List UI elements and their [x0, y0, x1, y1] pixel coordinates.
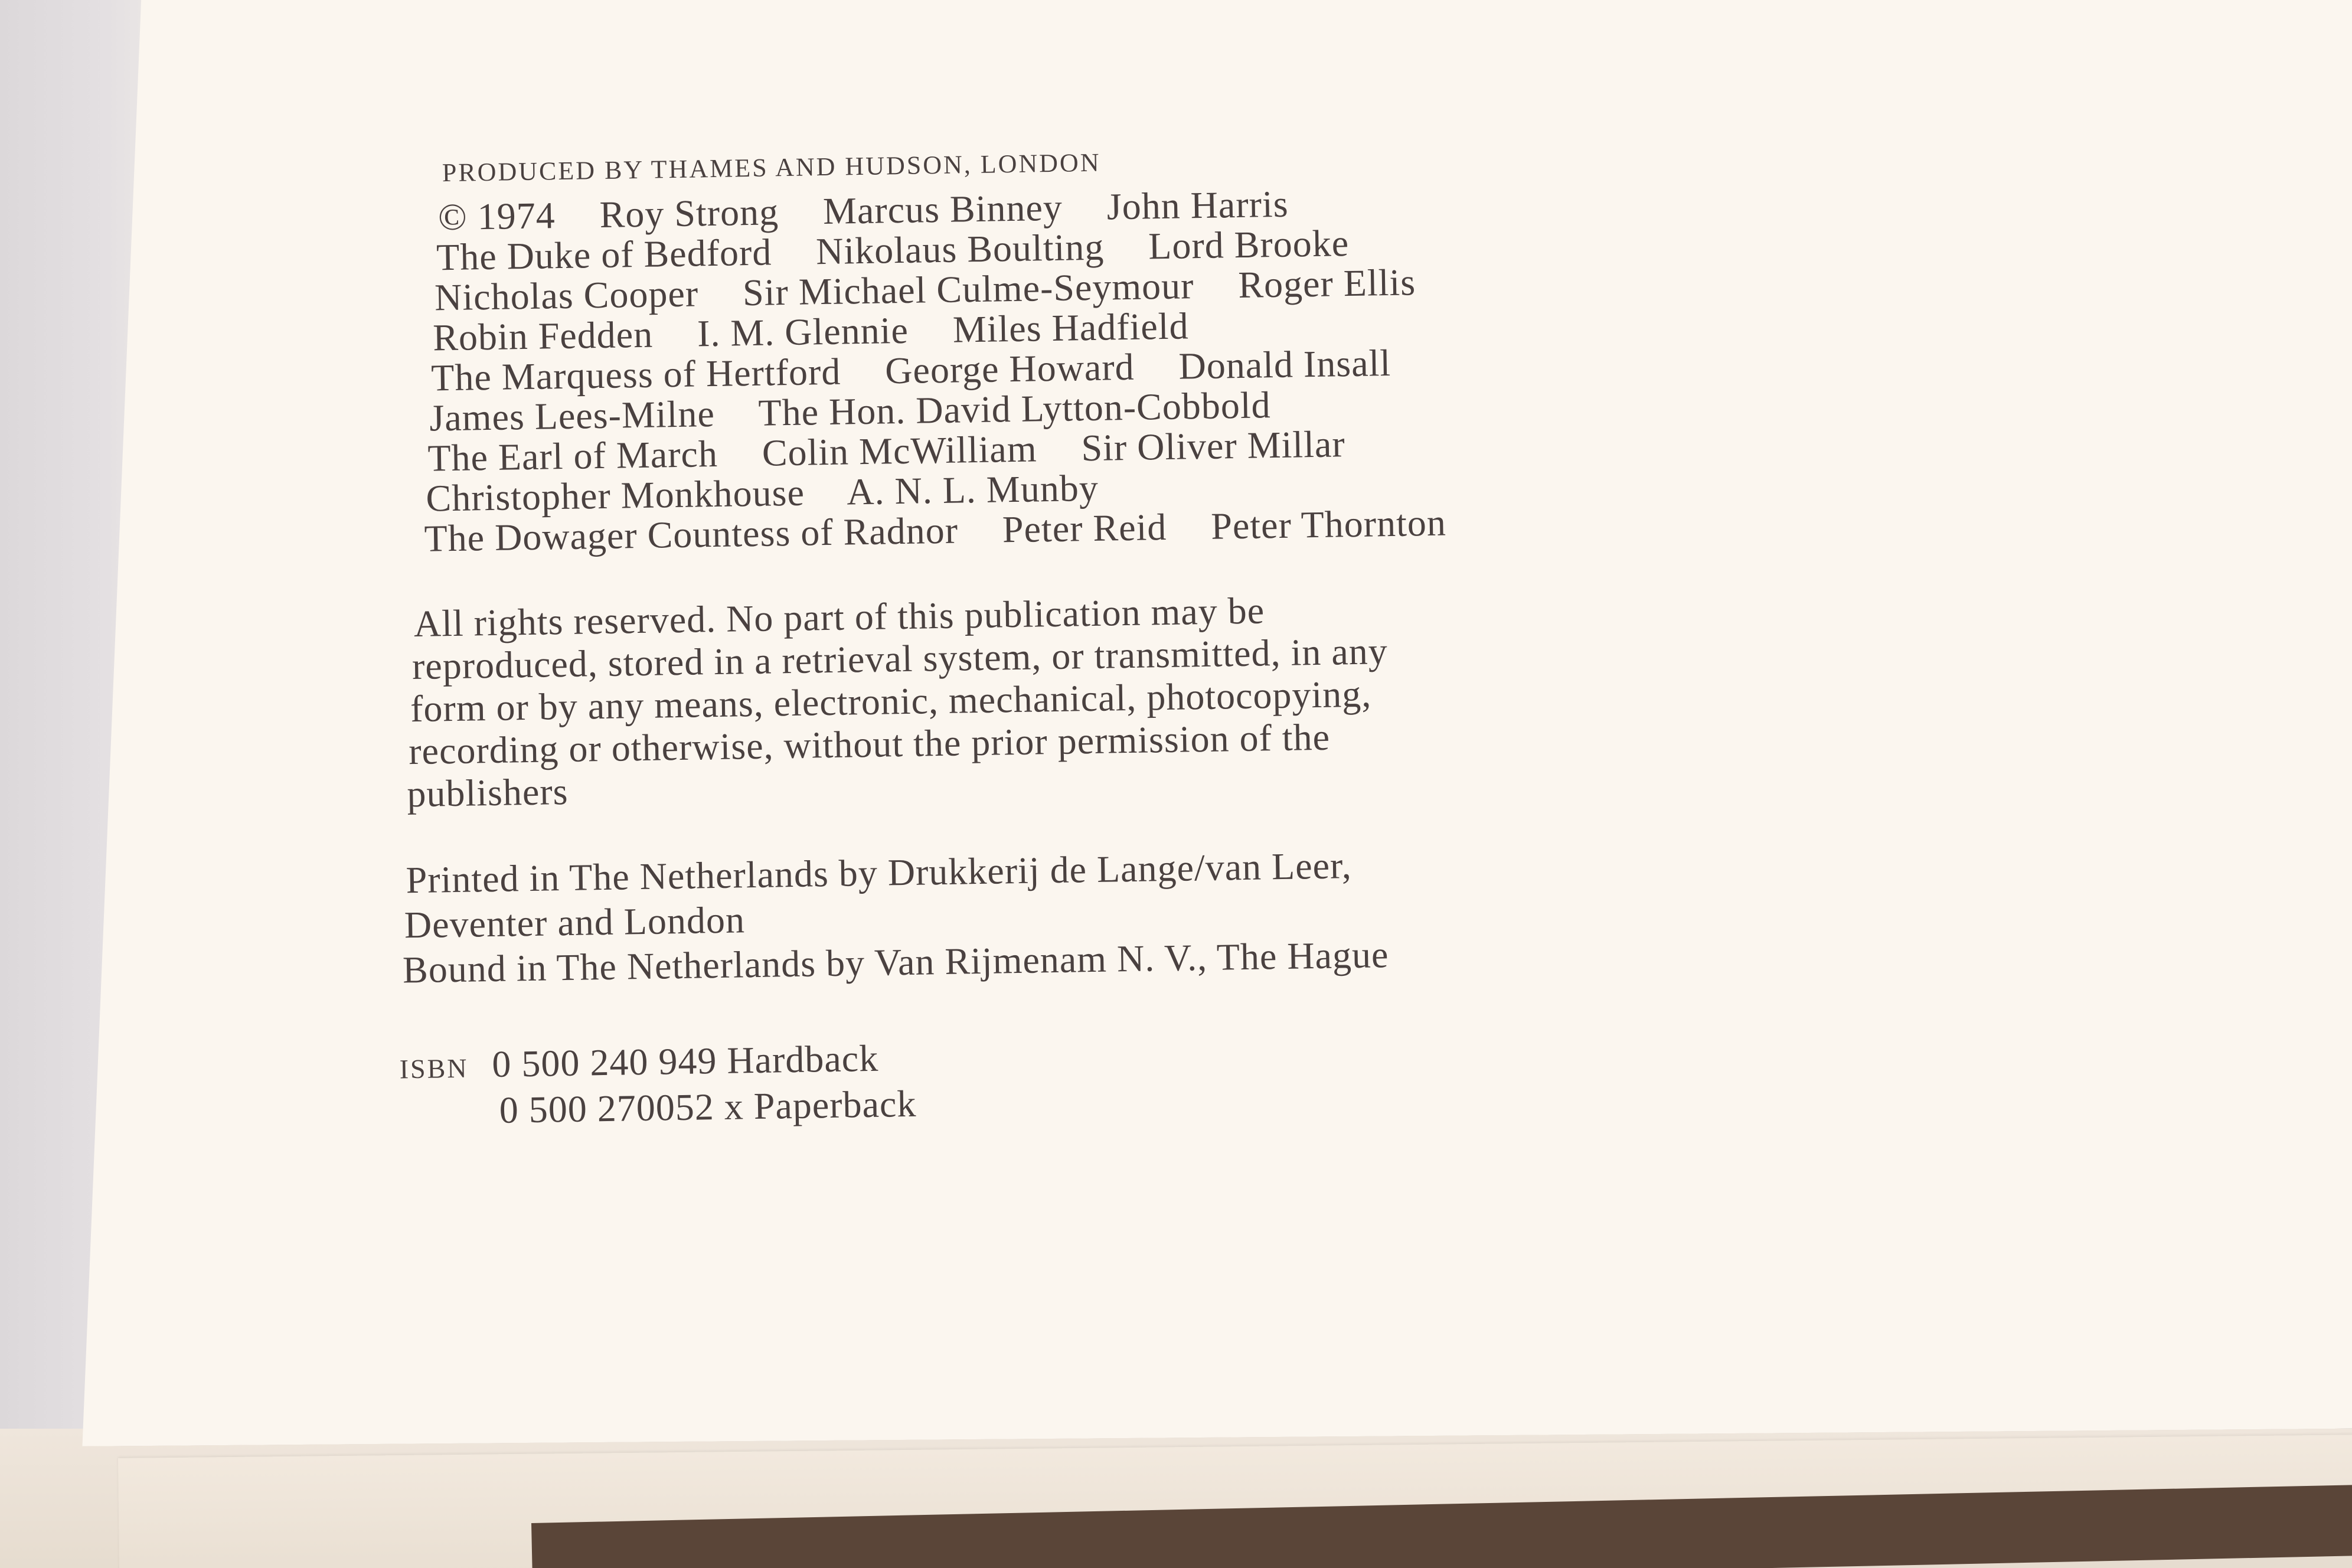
- rights-line: All rights reserved. No part of this publication may be: [413, 589, 1265, 645]
- printing-line: Printed in The Netherlands by Drukkerij de Lange/van Leer,: [406, 844, 1353, 901]
- copyright-name: Sir Michael Culme-Seymour: [742, 264, 1194, 314]
- isbn-paperback-line: 0 500 270052 x Paperback: [499, 1082, 917, 1131]
- copyright-name: A. N. L. Munby: [846, 466, 1099, 513]
- copyright-name: The Hon. David Lytton-Cobbold: [758, 384, 1272, 434]
- copyright-name: Nicholas Cooper: [434, 272, 699, 319]
- rights-line: reproduced, stored in a retrieval system, or transmitted, in any: [411, 630, 1389, 688]
- produced-by-line: PRODUCED BY THAMES AND HUDSON, LONDON: [442, 148, 1101, 188]
- copyright-name: The Dowager Countess of Radnor: [424, 509, 959, 560]
- printing-line: Deventer and London: [404, 899, 746, 946]
- rights-line: publishers: [406, 770, 569, 815]
- isbn-hardback: 0 500 240 949 Hardback: [491, 1037, 879, 1085]
- isbn-label: ISBN: [399, 1053, 469, 1084]
- copyright-name: The Marquess of Hertford: [430, 350, 841, 399]
- copyright-name: Peter Thornton: [1210, 501, 1447, 547]
- copyright-name: Roy Strong: [599, 191, 779, 236]
- copyright-name: James Lees-Milne: [429, 392, 716, 439]
- copyright-name: John Harris: [1106, 182, 1289, 228]
- copyright-name: Peter Reid: [1002, 505, 1167, 551]
- copyright-name: Christopher Monkhouse: [425, 471, 805, 520]
- rights-line: recording or otherwise, without the prior permission of the: [408, 716, 1331, 773]
- copyright-name: Donald Insall: [1178, 341, 1391, 387]
- copyright-name: Nikolaus Boulting: [815, 226, 1105, 273]
- copyright-name: George Howard: [884, 345, 1135, 392]
- printing-line: Bound in The Netherlands by Van Rijmenam N. V., The Hague: [402, 933, 1389, 991]
- copyright-name: Colin McWilliam: [762, 427, 1038, 474]
- copyright-name: The Earl of March: [427, 432, 718, 479]
- isbn-hardback-line: [399, 1037, 879, 1088]
- copyright-name: The Duke of Bedford: [436, 231, 772, 279]
- copyright-name: Lord Brooke: [1148, 222, 1350, 267]
- copyright-name: © 1974: [437, 194, 556, 239]
- copyright-name: I. M. Glennie: [697, 309, 909, 355]
- copyright-name: Miles Hadfield: [952, 305, 1190, 351]
- copyright-name: Robin Fedden: [432, 313, 654, 359]
- copyright-name: Marcus Binney: [822, 186, 1063, 233]
- copyright-name: Roger Ellis: [1237, 261, 1416, 306]
- copyright-name: Sir Oliver Millar: [1080, 423, 1346, 469]
- rights-line: form or by any means, electronic, mechanical, photocopying,: [410, 672, 1372, 730]
